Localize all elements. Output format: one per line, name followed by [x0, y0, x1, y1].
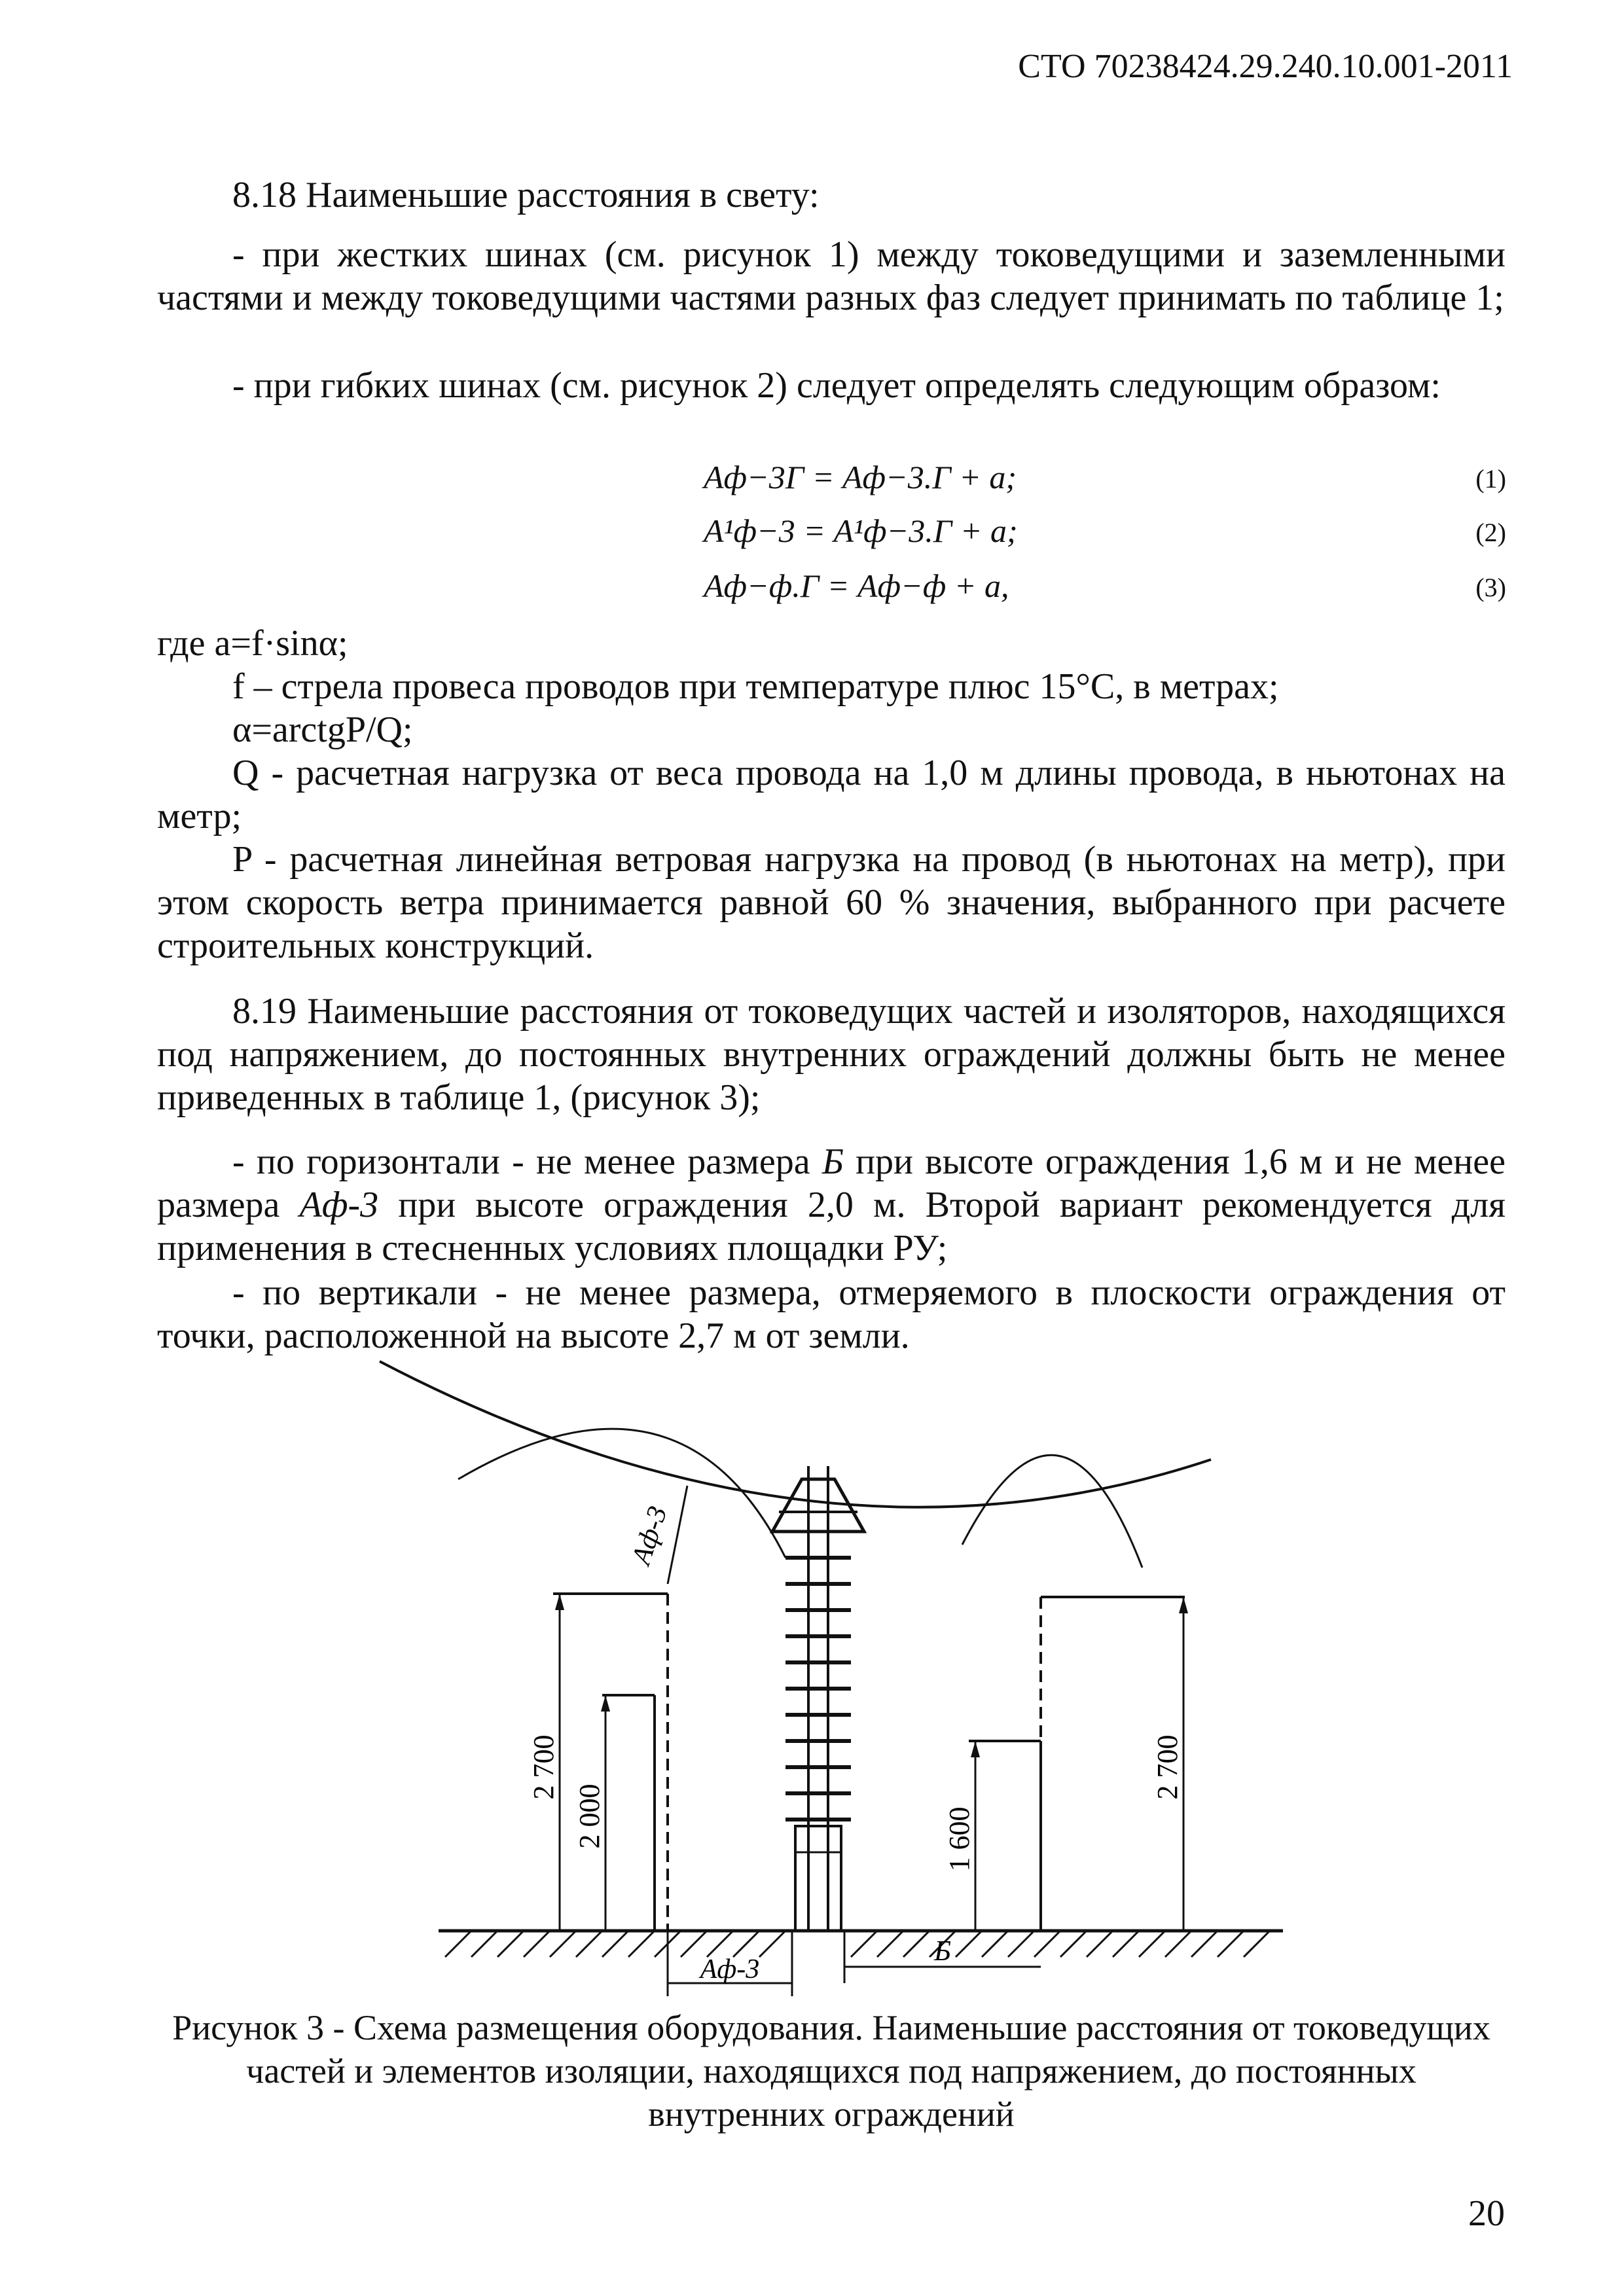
label-a3-top: Aф-3 [626, 1502, 674, 1569]
label-b-bottom: Б [934, 1935, 951, 1967]
horizontal-text-a: - по горизонтали - не менее размера [232, 1141, 822, 1182]
horizontal-text-d: при высоте ограждения 2,0 м. Второй вариант рекомендуется для применения в стесненных условиях площадки РУ; [157, 1185, 1506, 1268]
formula-1-number: (1) [1475, 464, 1506, 493]
where-f: f – стрела провеса проводов при температуре плюс 15°С, в метрах; [232, 666, 1279, 707]
figure-caption: Рисунок 3 - Схема размещения оборудования. Наименьшие расстояния от токоведущих частей и элементов изоляции, находящихся под напряжением, до постоянных внутренних ограждений [172, 2008, 1490, 2134]
formula-3-number: (3) [1475, 573, 1506, 602]
dim-label-left-2000: 2 000 [573, 1784, 605, 1849]
clearance-radius-line [668, 1486, 687, 1584]
dim-arrow-left-2000 [601, 1695, 610, 1712]
label-a3-bottom: Aф-3 [700, 1954, 760, 1984]
flexible-bus-paragraph: - при гибких шинах (см. рисунок 2) следует определять следующим образом: [232, 365, 1441, 406]
flexible-conductor [380, 1361, 1211, 1507]
where-alpha: α=arctgP/Q; [232, 709, 413, 750]
dim-label-right-1600: 1 600 [943, 1806, 975, 1872]
section-8-18-title: 8.18 Наименьшие расстояния в свету: [232, 175, 820, 215]
dim-arrow-right-1600 [971, 1741, 980, 1757]
dimension-b-symbol: Б [821, 1141, 844, 1182]
dim-label-left-2700: 2 700 [528, 1734, 560, 1800]
section-8-19-intro: 8.19 Наименьшие расстояния от токоведущих частей и изоляторов, находящихся под напряжением, до постоянных внутренних ограждений должны быть не менее приведенных в таблице 1, (рисунок 3); [157, 991, 1506, 1118]
where-P: P - расчетная линейная ветровая нагрузка на провод (в ньютонах на метр), при этом скорость ветра принимается равной 60 % значения, выбранного при расчете строительных конструкций. [157, 839, 1506, 966]
vertical-paragraph: - по вертикали - не менее размера, отмеряемого в плоскости ограждения от точки, расположенной на высоте 2,7 м от земли. [157, 1272, 1506, 1356]
clearance-arc-right [962, 1455, 1142, 1568]
where-Q: Q - расчетная нагрузка от веса провода на 1,0 м длины провода, в ньютонах на метр; [157, 753, 1506, 836]
insulator-column [772, 1466, 864, 1931]
dim-label-right-2700: 2 700 [1151, 1734, 1183, 1800]
formula-2-text: A¹ф−3 = A¹ф−3.Г + a; [704, 512, 1018, 549]
ground-hatching [445, 1931, 1270, 1957]
dimension-a3-symbol: Aф-3 [299, 1185, 379, 1225]
dim-arrow-right-2700 [1179, 1597, 1188, 1613]
formula-1-text: Aф−3Г = Aф−3.Г + a; [704, 459, 1017, 495]
where-a: где a=f·sinα; [157, 623, 348, 664]
rigid-bus-paragraph: - при жестких шинах (см. рисунок 1) между токоведущими и заземленными частями и между токоведущими частями разных фаз следует принимать по таблице 1; [157, 234, 1506, 318]
document-code: СТО 70238424.29.240.10.001-2011 [1018, 48, 1513, 85]
clearance-arc-left [458, 1429, 785, 1558]
formula-3-text: Aф−ф.Г = Aф−ф + a, [704, 567, 1009, 604]
page-number: 20 [1468, 2193, 1505, 2234]
dim-arrow-left-2700 [555, 1594, 564, 1610]
horizontal-text-c: при высоте ограждения 1,6 м и не менее размера [157, 1141, 1506, 1225]
formula-2-number: (2) [1475, 518, 1506, 547]
